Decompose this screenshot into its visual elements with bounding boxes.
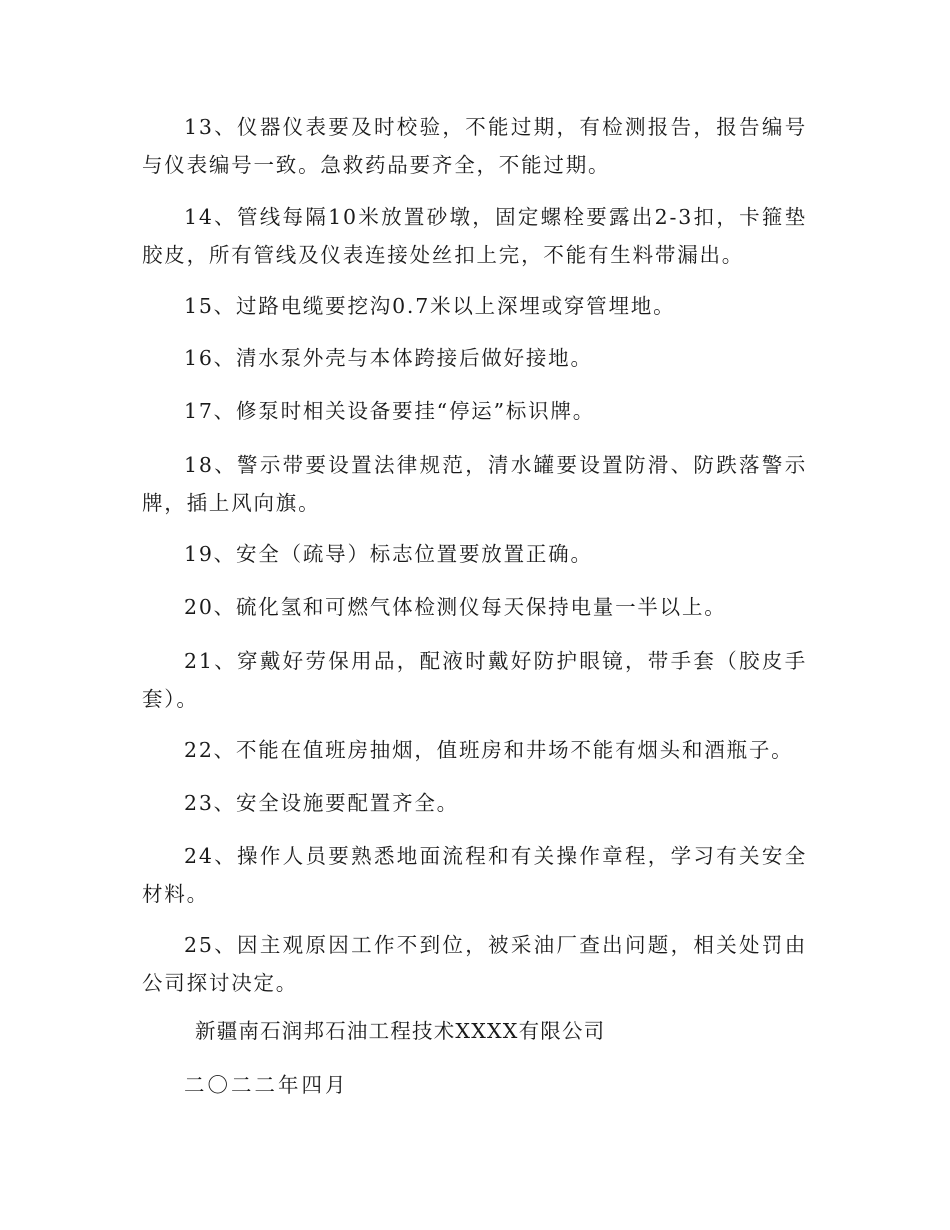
company-signature: 新疆南石润邦石油工程技术XXXX有限公司 [195, 1019, 606, 1043]
rule-item-24: 24、操作人员要熟悉地面流程和有关操作章程，学习有关安全材料。 [142, 844, 807, 906]
rule-item-19: 19、安全（疏导）标志位置要放置正确。 [184, 542, 593, 566]
rule-item-18: 18、警示带要设置法律规范，清水罐要设置防滑、防跌落警示牌，插上风向旗。 [142, 453, 807, 515]
rule-item-21: 21、穿戴好劳保用品，配液时戴好防护眼镜，带手套（胶皮手套）。 [142, 649, 807, 711]
rule-item-20: 20、硫化氢和可燃气体检测仪每天保持电量一半以上。 [184, 595, 727, 619]
rule-item-22: 22、不能在值班房抽烟，值班房和井场不能有烟头和酒瓶子。 [184, 738, 794, 762]
rule-item-23: 23、安全设施要配置齐全。 [184, 791, 459, 815]
document-date: 二〇二二年四月 [184, 1073, 349, 1097]
rule-item-25: 25、因主观原因工作不到位，被采油厂查出问题，相关处罚由公司探讨决定。 [142, 933, 807, 995]
rule-item-17: 17、修泵时相关设备要挂“停运”标识牌。 [184, 399, 596, 423]
rule-item-14: 14、管线每隔10米放置砂墩，固定螺栓要露出2-3扣，卡箍垫胶皮，所有管线及仪表连接处丝扣上完，不能有生料带漏出。 [142, 205, 807, 267]
rule-item-15: 15、过路电缆要挖沟0.7米以上深埋或穿管埋地。 [184, 294, 676, 318]
rule-item-13: 13、仪器仪表要及时校验，不能过期，有检测报告，报告编号与仪表编号一致。急救药品要齐全，不能过期。 [142, 115, 807, 177]
rule-item-16: 16、清水泵外壳与本体跨接后做好接地。 [184, 346, 593, 370]
